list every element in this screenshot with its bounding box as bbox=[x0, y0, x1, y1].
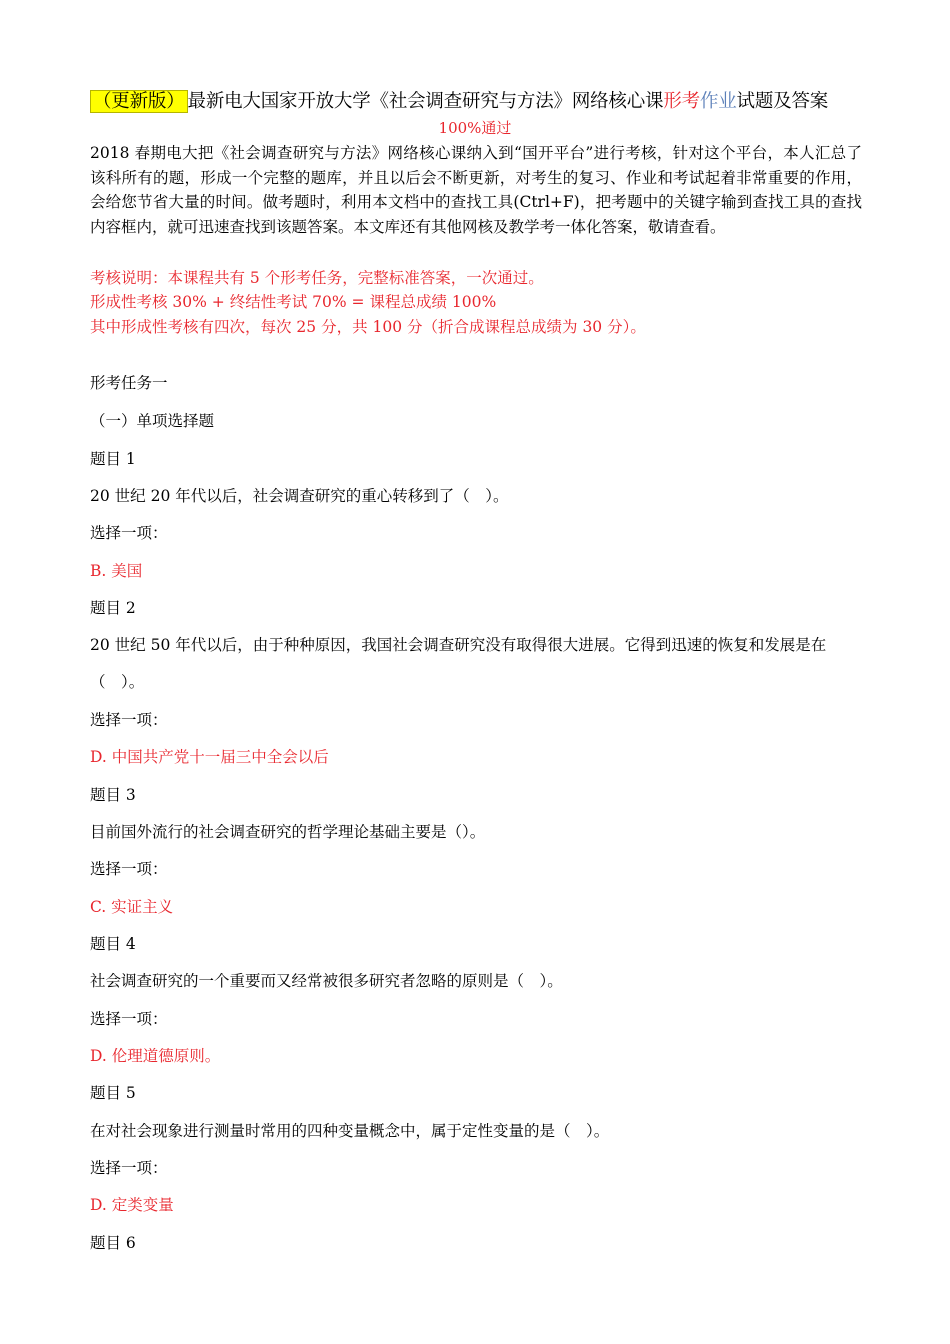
question-text: 20 世纪 50 年代以后，由于种种原因，我国社会调查研究没有取得很大进展。它得到迅速的恢复和发展是在（ ）。 bbox=[90, 636, 827, 691]
pass-rate-subtitle: 100%通过 bbox=[438, 119, 512, 137]
question-label: 题目 1 bbox=[90, 450, 136, 468]
section-title: （一）单项选择题 bbox=[90, 412, 215, 430]
question-label: 题目 6 bbox=[90, 1234, 136, 1252]
question-label: 题目 3 bbox=[90, 786, 136, 804]
update-badge: （更新版） bbox=[90, 90, 188, 113]
question-text: 社会调查研究的一个重要而又经常被很多研究者忽略的原则是（ ）。 bbox=[90, 972, 563, 990]
question-text: 20 世纪 20 年代以后，社会调查研究的重心转移到了（ ）。 bbox=[90, 487, 509, 505]
title-main: 最新电大国家开放大学《社会调查研究与方法》网络核心课 bbox=[187, 91, 664, 112]
question-answer: D. 定类变量 bbox=[90, 1196, 174, 1214]
question-label: 题目 5 bbox=[90, 1084, 136, 1102]
question-text: 目前国外流行的社会调查研究的哲学理论基础主要是（）。 bbox=[90, 823, 486, 841]
document-title bbox=[90, 88, 870, 116]
formative-note: 其中形成性考核有四次，每次 25 分，共 100 分（折合成课程总成绩为 30 分）。 bbox=[90, 318, 646, 336]
title-tail: 试题及答案 bbox=[736, 91, 829, 112]
select-prompt: 选择一项： bbox=[90, 1159, 168, 1177]
title-red-part: 形考 bbox=[663, 91, 700, 112]
question-answer: D. 中国共产党十一届三中全会以后 bbox=[90, 748, 329, 766]
select-prompt: 选择一项： bbox=[90, 1010, 168, 1028]
assessment-note: 考核说明：本课程共有 5 个形考任务，完整标准答案，一次通过。 bbox=[90, 269, 544, 287]
question-text: 在对社会现象进行测量时常用的四种变量概念中，属于定性变量的是（ ）。 bbox=[90, 1122, 610, 1140]
grade-formula-note: 形成性考核 30% + 终结性考试 70% = 课程总成绩 100% bbox=[90, 293, 497, 311]
question-answer: D. 伦理道德原则。 bbox=[90, 1047, 221, 1065]
select-prompt: 选择一项： bbox=[90, 711, 168, 729]
select-prompt: 选择一项： bbox=[90, 524, 168, 542]
question-answer: C. 实证主义 bbox=[90, 898, 174, 916]
question-answer: B. 美国 bbox=[90, 562, 143, 580]
task-title: 形考任务一 bbox=[90, 374, 168, 392]
question-label: 题目 4 bbox=[90, 935, 136, 953]
select-prompt: 选择一项： bbox=[90, 860, 168, 878]
title-blue-part: 作业 bbox=[699, 91, 737, 112]
intro-paragraph: 2018 春期电大把《社会调查研究与方法》网络核心课纳入到“国开平台”进行考核，针对这个平台，本人汇总了该科所有的题，形成一个完整的题库，并且以后会不断更新，对考生的复习、作业和考试起着非常重要的作用，会给您节省大量的时间。做考题时，利用本文档中的查找工具(Ctrl+F)，把考题中的关键字输到查找工具的查找内容框内，就可迅速查找到该题答案。本文库还有其他网核及教学考一体化答案，敬请查看。 bbox=[90, 144, 862, 236]
question-label: 题目 2 bbox=[90, 599, 136, 617]
